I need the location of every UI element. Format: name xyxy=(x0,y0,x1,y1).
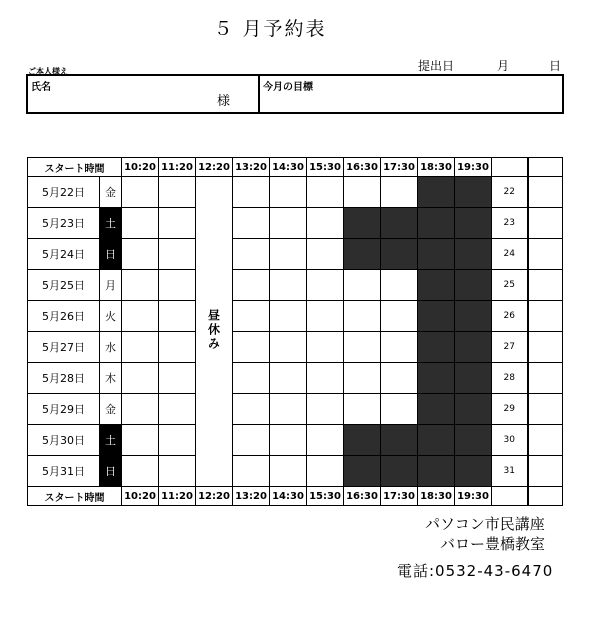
hint-text: ご本人様え xyxy=(28,67,68,76)
unavailable-slot xyxy=(418,456,455,487)
date-cell: 5月23日 xyxy=(28,208,100,239)
day-number-cell: 22 xyxy=(492,177,528,208)
goal-field xyxy=(260,76,560,112)
submission-month-label: 月 xyxy=(497,59,510,73)
time-header: 15:30 xyxy=(307,158,344,177)
unavailable-slot xyxy=(344,239,381,270)
time-header: 19:30 xyxy=(455,487,492,506)
booking-slot[interactable] xyxy=(344,394,381,425)
booking-slot[interactable] xyxy=(159,301,196,332)
booking-slot[interactable] xyxy=(270,208,307,239)
booking-slot[interactable] xyxy=(270,177,307,208)
booking-slot[interactable] xyxy=(381,270,418,301)
booking-slot[interactable] xyxy=(270,239,307,270)
day-number-cell: 25 xyxy=(492,270,528,301)
unavailable-slot xyxy=(455,332,492,363)
booking-slot[interactable] xyxy=(381,301,418,332)
booking-slot[interactable] xyxy=(122,456,159,487)
unavailable-slot xyxy=(455,394,492,425)
time-header: 17:30 xyxy=(381,158,418,177)
weekday-cell: 木 xyxy=(100,363,122,394)
weekday-cell: 日 xyxy=(100,456,122,487)
time-header: 12:20 xyxy=(196,158,233,177)
unavailable-slot xyxy=(455,363,492,394)
booking-slot[interactable] xyxy=(159,394,196,425)
booking-slot[interactable] xyxy=(122,332,159,363)
goal-label: 今月の目標 xyxy=(263,82,313,93)
booking-slot[interactable] xyxy=(159,270,196,301)
weekday-cell: 土 xyxy=(100,208,122,239)
time-header: 11:20 xyxy=(159,487,196,506)
number-column-header xyxy=(492,158,528,177)
time-header: 15:30 xyxy=(307,487,344,506)
day-number-cell: 28 xyxy=(492,363,528,394)
booking-slot[interactable] xyxy=(307,208,344,239)
unavailable-slot xyxy=(418,239,455,270)
booking-slot[interactable] xyxy=(233,239,270,270)
booking-slot[interactable] xyxy=(307,363,344,394)
weekday-cell: 火 xyxy=(100,301,122,332)
booking-slot[interactable] xyxy=(307,177,344,208)
booking-slot[interactable] xyxy=(122,270,159,301)
booking-slot[interactable] xyxy=(122,394,159,425)
day-number-cell: 26 xyxy=(492,301,528,332)
date-cell: 5月29日 xyxy=(28,394,100,425)
honorific-label: 様 xyxy=(217,94,231,109)
booking-slot[interactable] xyxy=(159,363,196,394)
booking-slot[interactable] xyxy=(307,301,344,332)
date-cell: 5月31日 xyxy=(28,456,100,487)
day-number-cell: 23 xyxy=(492,208,528,239)
date-cell: 5月26日 xyxy=(28,301,100,332)
day-number-cell: 27 xyxy=(492,332,528,363)
booking-slot[interactable] xyxy=(344,270,381,301)
notes-cell xyxy=(528,239,563,270)
unavailable-slot xyxy=(418,425,455,456)
unavailable-slot xyxy=(418,394,455,425)
booking-slot[interactable] xyxy=(270,394,307,425)
unavailable-slot xyxy=(455,270,492,301)
time-header: 10:20 xyxy=(122,158,159,177)
booking-slot[interactable] xyxy=(159,208,196,239)
unavailable-slot xyxy=(455,239,492,270)
time-header: 16:30 xyxy=(344,158,381,177)
notes-cell xyxy=(528,270,563,301)
booking-slot[interactable] xyxy=(122,208,159,239)
notes-cell xyxy=(528,208,563,239)
start-time-label: スタート時間 xyxy=(28,158,122,177)
time-header: 14:30 xyxy=(270,158,307,177)
time-header: 17:30 xyxy=(381,487,418,506)
booking-slot[interactable] xyxy=(233,363,270,394)
notes-cell xyxy=(528,177,563,208)
booking-slot[interactable] xyxy=(159,177,196,208)
unavailable-slot xyxy=(344,208,381,239)
booking-slot[interactable] xyxy=(381,394,418,425)
page-title: ５ 月予約表 xyxy=(213,18,327,40)
booking-slot[interactable] xyxy=(307,239,344,270)
time-header: 10:20 xyxy=(122,487,159,506)
unavailable-slot xyxy=(381,456,418,487)
unavailable-slot xyxy=(381,425,418,456)
day-number-cell: 31 xyxy=(492,456,528,487)
unavailable-slot xyxy=(381,239,418,270)
unavailable-slot xyxy=(455,301,492,332)
notes-cell xyxy=(528,301,563,332)
booking-slot[interactable] xyxy=(233,425,270,456)
lunch-break-label: 昼休み xyxy=(206,309,221,351)
header-row-top xyxy=(28,158,563,177)
schedule-table xyxy=(27,157,563,506)
time-header: 11:20 xyxy=(159,158,196,177)
unavailable-slot xyxy=(418,208,455,239)
notes-column xyxy=(528,487,563,506)
day-number-cell: 29 xyxy=(492,394,528,425)
booking-slot[interactable] xyxy=(344,301,381,332)
footer-branch-name: バロー豊橋教室 xyxy=(440,535,546,553)
day-number-cell: 24 xyxy=(492,239,528,270)
booking-slot[interactable] xyxy=(307,394,344,425)
booking-slot[interactable] xyxy=(122,425,159,456)
notes-column xyxy=(528,158,563,177)
submission-date-label: 提出日 xyxy=(418,59,455,73)
unavailable-slot xyxy=(344,456,381,487)
booking-slot[interactable] xyxy=(270,301,307,332)
lunch-break-cell xyxy=(196,177,233,487)
unavailable-slot xyxy=(455,456,492,487)
footer-org-name: パソコン市民講座 xyxy=(425,515,545,533)
schedule-row xyxy=(28,177,563,208)
weekday-cell: 金 xyxy=(100,177,122,208)
booking-slot[interactable] xyxy=(159,239,196,270)
time-header: 16:30 xyxy=(344,487,381,506)
booking-slot[interactable] xyxy=(122,239,159,270)
weekday-cell: 日 xyxy=(100,239,122,270)
schedule-row xyxy=(28,425,563,456)
unavailable-slot xyxy=(381,208,418,239)
booking-slot[interactable] xyxy=(381,332,418,363)
notes-cell xyxy=(528,332,563,363)
booking-slot[interactable] xyxy=(270,456,307,487)
booking-slot[interactable] xyxy=(307,332,344,363)
unavailable-slot xyxy=(418,332,455,363)
booking-slot[interactable] xyxy=(122,177,159,208)
unavailable-slot xyxy=(455,177,492,208)
date-cell: 5月27日 xyxy=(28,332,100,363)
booking-slot[interactable] xyxy=(233,301,270,332)
booking-slot[interactable] xyxy=(344,332,381,363)
booking-slot[interactable] xyxy=(270,332,307,363)
time-header: 13:20 xyxy=(233,487,270,506)
booking-slot[interactable] xyxy=(270,270,307,301)
booking-slot[interactable] xyxy=(159,332,196,363)
booking-slot[interactable] xyxy=(233,394,270,425)
schedule-row xyxy=(28,239,563,270)
notes-cell xyxy=(528,456,563,487)
footer-phone: 電話:0532-43-6470 xyxy=(397,562,554,580)
booking-slot[interactable] xyxy=(307,270,344,301)
booking-slot[interactable] xyxy=(233,332,270,363)
schedule-row xyxy=(28,270,563,301)
weekday-cell: 土 xyxy=(100,425,122,456)
booking-slot[interactable] xyxy=(381,363,418,394)
unavailable-slot xyxy=(455,425,492,456)
time-header: 18:30 xyxy=(418,487,455,506)
booking-slot[interactable] xyxy=(344,177,381,208)
weekday-cell: 金 xyxy=(100,394,122,425)
weekday-cell: 水 xyxy=(100,332,122,363)
unavailable-slot xyxy=(344,425,381,456)
time-header: 18:30 xyxy=(418,158,455,177)
time-header: 19:30 xyxy=(455,158,492,177)
booking-slot[interactable] xyxy=(233,270,270,301)
date-cell: 5月22日 xyxy=(28,177,100,208)
header-row-bottom xyxy=(28,487,563,506)
unavailable-slot xyxy=(418,270,455,301)
date-cell: 5月28日 xyxy=(28,363,100,394)
schedule-row xyxy=(28,456,563,487)
time-header: 13:20 xyxy=(233,158,270,177)
unavailable-slot xyxy=(418,363,455,394)
schedule-row xyxy=(28,394,563,425)
booking-slot[interactable] xyxy=(344,363,381,394)
booking-slot[interactable] xyxy=(233,456,270,487)
unavailable-slot xyxy=(418,301,455,332)
date-cell: 5月30日 xyxy=(28,425,100,456)
submission-day-label: 日 xyxy=(549,59,562,73)
notes-cell xyxy=(528,425,563,456)
booking-slot[interactable] xyxy=(159,425,196,456)
schedule-row xyxy=(28,332,563,363)
booking-slot[interactable] xyxy=(122,301,159,332)
booking-slot[interactable] xyxy=(270,425,307,456)
booking-slot[interactable] xyxy=(159,456,196,487)
booking-slot[interactable] xyxy=(381,177,418,208)
time-header: 14:30 xyxy=(270,487,307,506)
booking-slot[interactable] xyxy=(307,425,344,456)
unavailable-slot xyxy=(455,208,492,239)
schedule-row xyxy=(28,363,563,394)
date-cell: 5月25日 xyxy=(28,270,100,301)
booking-slot[interactable] xyxy=(233,208,270,239)
booking-slot[interactable] xyxy=(270,363,307,394)
date-cell: 5月24日 xyxy=(28,239,100,270)
schedule-row xyxy=(28,208,563,239)
day-number-cell: 30 xyxy=(492,425,528,456)
schedule-row xyxy=(28,301,563,332)
info-box xyxy=(26,74,564,114)
name-label: 氏名 xyxy=(31,82,51,93)
number-column-header xyxy=(492,487,528,506)
booking-slot[interactable] xyxy=(307,456,344,487)
time-header: 12:20 xyxy=(196,487,233,506)
unavailable-slot xyxy=(418,177,455,208)
booking-slot[interactable] xyxy=(122,363,159,394)
booking-slot[interactable] xyxy=(233,177,270,208)
notes-cell xyxy=(528,394,563,425)
start-time-label: スタート時間 xyxy=(28,487,122,506)
weekday-cell: 月 xyxy=(100,270,122,301)
notes-cell xyxy=(528,363,563,394)
